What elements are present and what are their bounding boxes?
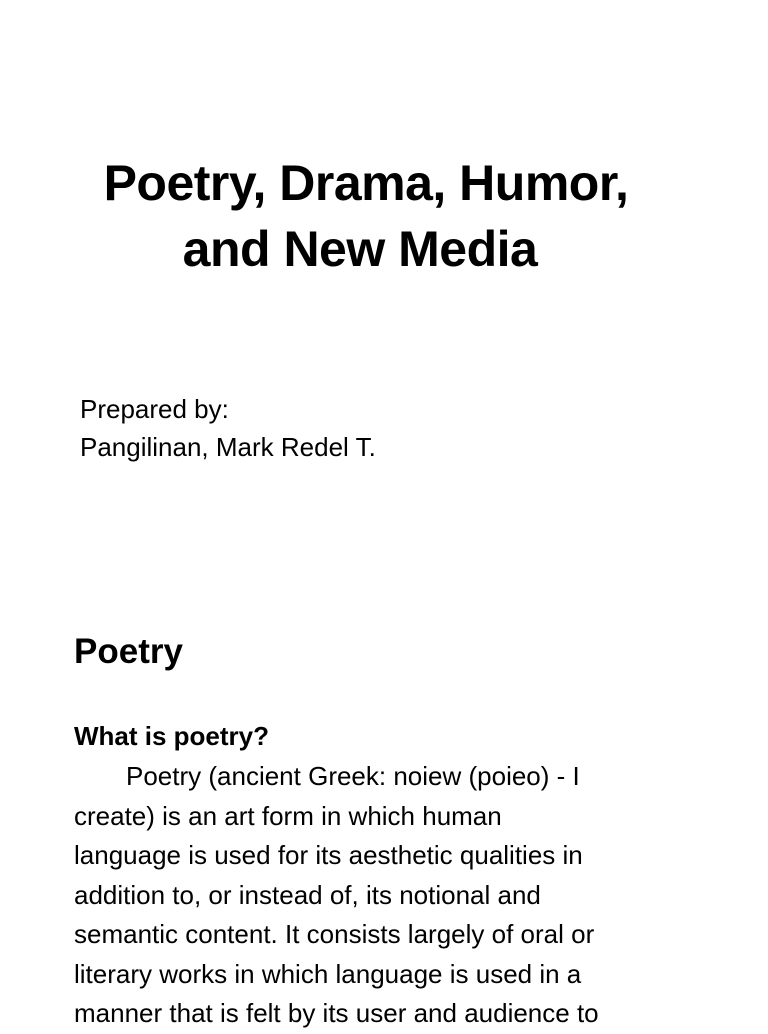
body-line: language is used for its aesthetic qualities in xyxy=(74,840,583,870)
body-line: manner that is felt by its user and audience to xyxy=(74,998,599,1028)
body-line: Poetry (ancient Greek: noiew (poieo) - I xyxy=(126,761,580,791)
body-line: literary works in which language is used in a xyxy=(74,958,582,989)
body-line: create) is an art form in which human xyxy=(74,800,502,831)
body-line: semantic content. It consists largely of oral or xyxy=(74,919,595,949)
author-block xyxy=(80,390,376,466)
title-line-1: Poetry, Drama, Humor, xyxy=(103,155,629,211)
title-line-2: and New Media xyxy=(182,221,538,277)
body-paragraph xyxy=(74,757,694,1034)
section-heading: Poetry xyxy=(74,632,183,671)
page-title xyxy=(0,150,732,282)
author-name: Pangilinan, Mark Redel T. xyxy=(80,432,376,462)
body-line: addition to, or instead of, its notional and xyxy=(74,879,541,910)
question-heading: What is poetry? xyxy=(74,721,270,751)
prepared-by-label: Prepared by: xyxy=(80,394,229,424)
